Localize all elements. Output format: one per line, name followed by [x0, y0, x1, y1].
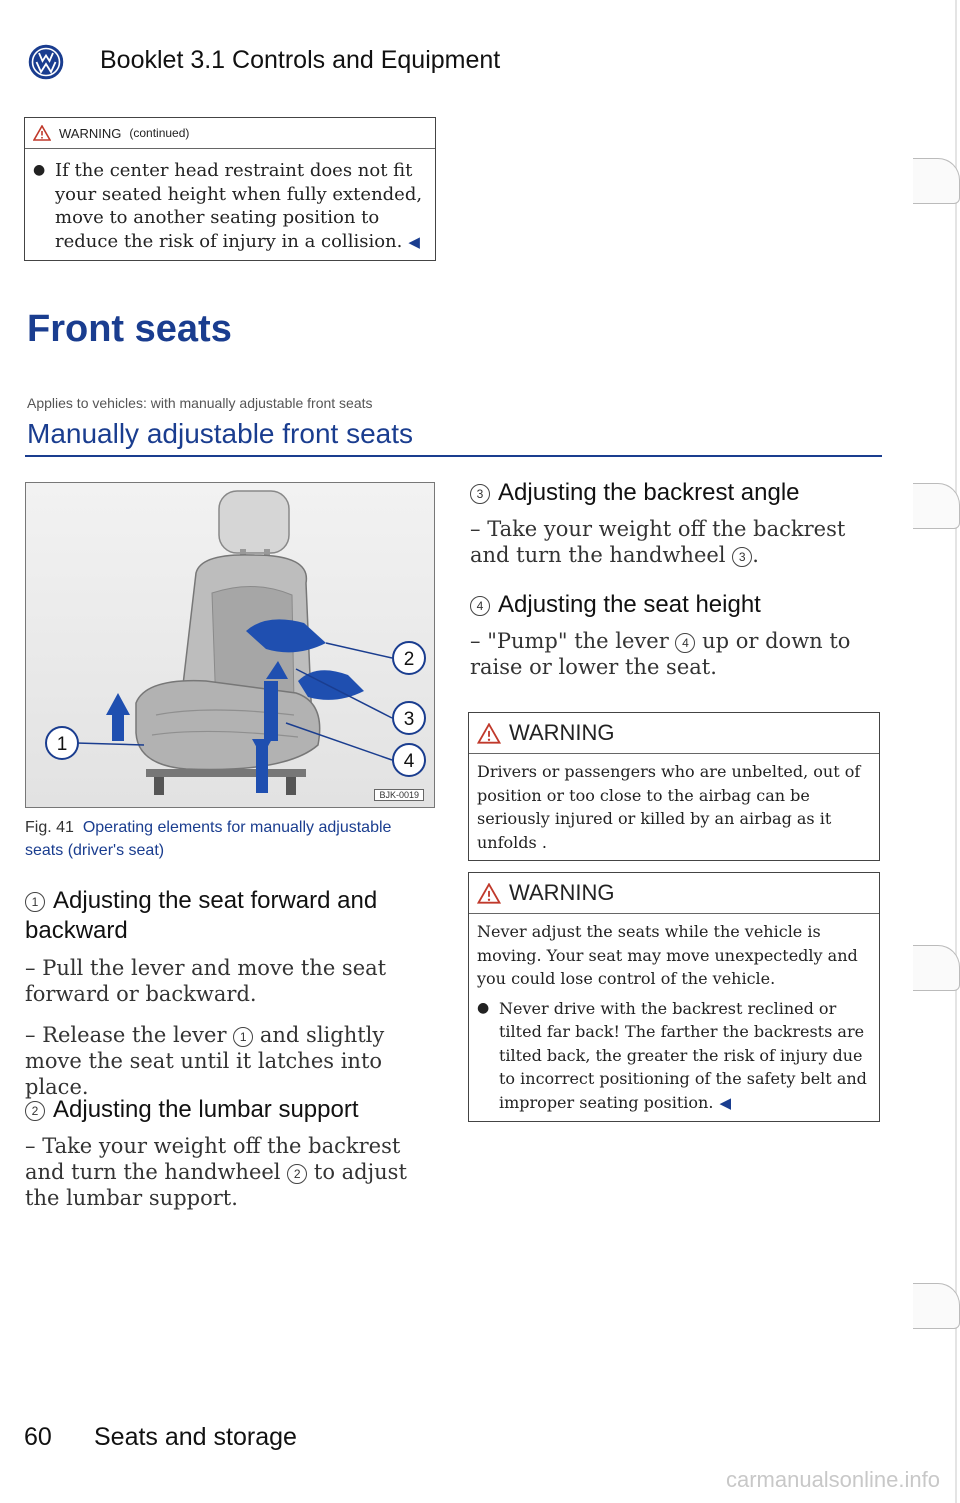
figure-caption [25, 816, 425, 862]
instruction-step: – Take your weight off the backrest and turn the handwheel 2 to adjust the lumbar support. [25, 1134, 407, 1210]
applies-note: Applies to vehicles: with manually adjustable front seats [27, 395, 373, 411]
bullet-icon: ● [477, 999, 490, 1016]
callout-1: 1 [56, 734, 68, 755]
instruction-text: . [752, 543, 759, 567]
warning-triangle-icon [33, 125, 51, 141]
step-number-badge: 3 [470, 484, 490, 504]
subsection-title: Manually adjustable front seats [27, 418, 413, 449]
title-divider [25, 455, 882, 457]
callout-3: 3 [403, 709, 415, 730]
callout-4: 4 [403, 751, 415, 772]
instruction-text: to adjust the lumbar support. [25, 1160, 407, 1210]
heading-backrest-angle [470, 478, 890, 508]
instruction-text: up or down to raise or lower the seat. [470, 629, 851, 679]
instruction-step: – Take your weight off the backrest and turn the handwheel 3 . [470, 517, 846, 567]
heading-text: Adjusting the seat forward and backward [25, 887, 378, 944]
instruction-text: Take your weight off the backrest and turn the handwheel [25, 1134, 401, 1184]
ref-badge: 4 [675, 633, 695, 653]
section-title: Front seats [27, 308, 232, 350]
footer-section-title: Seats and storage [94, 1423, 297, 1451]
figure-label: Fig. 41 [25, 819, 74, 836]
warning-box-continued [24, 117, 436, 261]
bullet-icon: ● [33, 162, 46, 178]
page-edge [955, 0, 957, 1503]
warning-label: WARNING [59, 125, 122, 141]
instruction-step: – "Pump" the lever 4 up or down to raise or lower the seat. [470, 629, 851, 679]
warning-label: WARNING [509, 880, 615, 905]
instruction-step: – Pull the lever and move the seat forward or backward. [25, 956, 387, 1006]
figure-caption-text: Operating elements for manually adjustable seats (driver's seat) [25, 819, 392, 859]
instruction-text: "Pump" the lever [487, 629, 669, 653]
warning-body [469, 914, 879, 1121]
warning-triangle-icon [477, 723, 501, 744]
thumb-tab [913, 1283, 960, 1329]
warning-header [469, 713, 879, 754]
warning-triangle-icon [477, 883, 501, 904]
ref-badge: 3 [732, 547, 752, 567]
warning-header [469, 873, 879, 914]
thumb-tab [913, 158, 960, 204]
instruction-text: Pull the lever and move the seat forward or backward. [25, 956, 387, 1006]
heading-lumbar-support [25, 1095, 445, 1125]
ref-badge: 1 [233, 1027, 253, 1047]
car-seat-illustration [26, 483, 434, 807]
seat-figure [25, 482, 435, 808]
end-marker-icon: ◀ [719, 1093, 731, 1112]
warning-body [25, 149, 435, 260]
heading-text: Adjusting the seat height [498, 591, 761, 618]
step-number-badge: 1 [25, 892, 45, 912]
step-number-badge: 2 [25, 1101, 45, 1121]
instruction-text: Take your weight off the backrest and turn the handwheel [470, 517, 846, 567]
heading-seat-forward-backward [25, 886, 425, 946]
instruction-text: Release the lever [42, 1023, 227, 1047]
heading-text: Adjusting the lumbar support [53, 1096, 359, 1123]
warning-box-airbag [468, 712, 880, 861]
warning-box-seat-adjust [468, 872, 880, 1122]
end-marker-icon: ◀ [408, 232, 420, 251]
warning-text: Never adjust the seats while the vehicle is moving. Your seat may move unexpectedly and you could lose control of the vehicle. [477, 922, 858, 988]
warning-text: Drivers or passengers who are unbelted, out of position or too close to the airbag can be seriously injured or killed by an airbag as it unfolds . [477, 762, 861, 852]
figure-code: BJK-0019 [374, 789, 424, 801]
thumb-tab [913, 483, 960, 529]
heading-seat-height [470, 590, 890, 620]
warning-label: WARNING [509, 720, 615, 745]
ref-badge: 2 [287, 1164, 307, 1184]
warning-header [25, 118, 435, 149]
page-number: 60 [24, 1423, 52, 1451]
thumb-tab [913, 945, 960, 991]
warning-text: If the center head restraint does not fit your seated height when fully extended, move to another seating position to reduce the risk of injury in a collision. [55, 160, 423, 252]
callout-2: 2 [403, 649, 415, 670]
booklet-title: Booklet 3.1 Controls and Equipment [100, 46, 501, 74]
instruction-step: – Release the lever 1 and slightly move the seat until it latches into place. [25, 1023, 385, 1099]
vw-logo-icon [28, 44, 64, 80]
warning-label-suffix: (continued) [129, 126, 190, 140]
watermark: carmanualsonline.info [725, 1467, 940, 1492]
step-number-badge: 4 [470, 596, 490, 616]
heading-text: Adjusting the backrest angle [498, 479, 800, 506]
warning-text: Never drive with the backrest reclined or tilted far back! The farther the backrests are tilted back, the greater the risk of injury due to incorrect positioning of the safety belt and improper seating position. [499, 998, 867, 1112]
instruction-text: and slightly move the seat until it latches into place. [25, 1023, 385, 1099]
